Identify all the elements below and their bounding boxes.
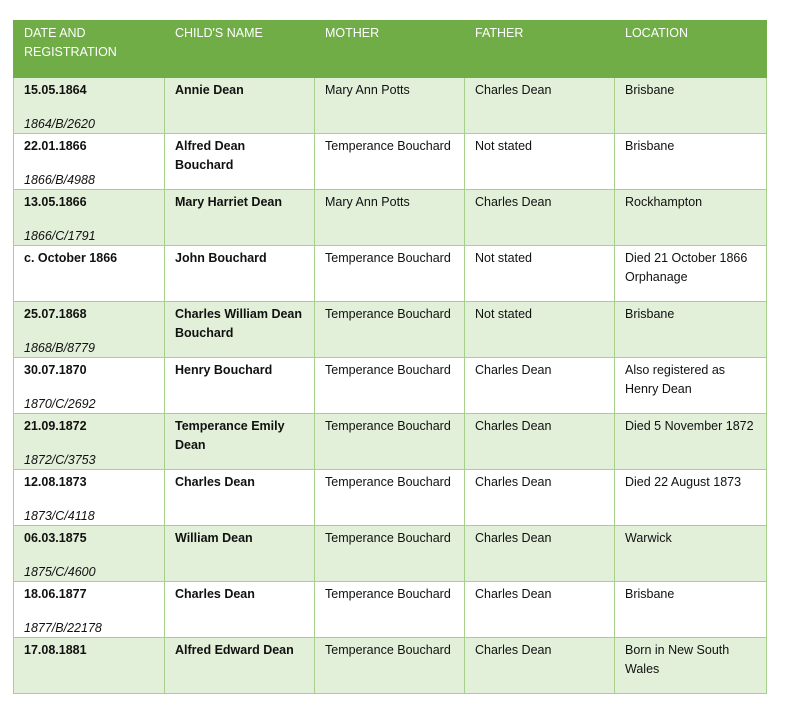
header-date-registration xyxy=(14,21,165,78)
table-row xyxy=(14,470,767,526)
registration-number: 1877/B/22178 xyxy=(24,621,102,635)
table-row xyxy=(14,246,767,302)
father-cell: Charles Dean xyxy=(465,78,615,134)
mother-cell: Temperance Bouchard xyxy=(315,638,465,694)
child-name-cell: Charles Dean xyxy=(165,582,315,638)
registration-number: 1864/B/2620 xyxy=(24,117,95,131)
birth-date: 15.05.1864 xyxy=(24,83,87,97)
father-cell: Not stated xyxy=(465,246,615,302)
birth-date: 18.06.1877 xyxy=(24,587,87,601)
registration-number: 1866/B/4988 xyxy=(24,173,95,187)
header-date-line2: REGISTRATION xyxy=(24,45,117,59)
child-name-cell: Temperance Emily Dean xyxy=(165,414,315,470)
header-mother: MOTHER xyxy=(315,21,465,78)
date-registration-cell xyxy=(14,246,165,302)
date-registration-cell xyxy=(14,190,165,246)
location-cell: Died 22 August 1873 xyxy=(615,470,767,526)
registration-number: 1873/C/4118 xyxy=(24,509,95,523)
father-cell: Charles Dean xyxy=(465,358,615,414)
location-cell: Warwick xyxy=(615,526,767,582)
birth-date: 17.08.1881 xyxy=(24,643,87,657)
births-table xyxy=(13,20,767,694)
child-name-cell: Annie Dean xyxy=(165,78,315,134)
mother-cell: Temperance Bouchard xyxy=(315,302,465,358)
birth-date: 12.08.1873 xyxy=(24,475,87,489)
father-cell: Charles Dean xyxy=(465,638,615,694)
birth-date: 06.03.1875 xyxy=(24,531,87,545)
location-cell: Brisbane xyxy=(615,582,767,638)
birth-date: 21.09.1872 xyxy=(24,419,87,433)
registration-number: 1872/C/3753 xyxy=(24,453,96,467)
child-name-cell: Henry Bouchard xyxy=(165,358,315,414)
registration-number: 1875/C/4600 xyxy=(24,565,96,579)
table-row xyxy=(14,638,767,694)
mother-cell: Mary Ann Potts xyxy=(315,190,465,246)
mother-cell: Temperance Bouchard xyxy=(315,246,465,302)
date-registration-cell xyxy=(14,470,165,526)
header-date-line1: DATE AND xyxy=(24,26,86,40)
father-cell: Charles Dean xyxy=(465,414,615,470)
mother-cell: Temperance Bouchard xyxy=(315,470,465,526)
date-registration-cell xyxy=(14,526,165,582)
birth-date: 13.05.1866 xyxy=(24,195,87,209)
location-cell: Brisbane xyxy=(615,78,767,134)
location-cell: Born in New South Wales xyxy=(615,638,767,694)
location-cell: Rockhampton xyxy=(615,190,767,246)
child-name-cell: John Bouchard xyxy=(165,246,315,302)
date-registration-cell xyxy=(14,414,165,470)
header-father: FATHER xyxy=(465,21,615,78)
table-row xyxy=(14,358,767,414)
child-name-cell: Mary Harriet Dean xyxy=(165,190,315,246)
table-row xyxy=(14,526,767,582)
mother-cell: Temperance Bouchard xyxy=(315,582,465,638)
table-row xyxy=(14,302,767,358)
registration-number: 1870/C/2692 xyxy=(24,397,96,411)
date-registration-cell xyxy=(14,582,165,638)
date-registration-cell xyxy=(14,358,165,414)
location-cell: Also registered as Henry Dean xyxy=(615,358,767,414)
child-name-cell: William Dean xyxy=(165,526,315,582)
table-row xyxy=(14,134,767,190)
location-cell: Died 5 November 1872 xyxy=(615,414,767,470)
location-cell: Brisbane xyxy=(615,302,767,358)
table-row xyxy=(14,190,767,246)
birth-date: c. October 1866 xyxy=(24,251,118,265)
mother-cell: Temperance Bouchard xyxy=(315,526,465,582)
header-location: LOCATION xyxy=(615,21,767,78)
date-registration-cell xyxy=(14,134,165,190)
mother-cell: Temperance Bouchard xyxy=(315,414,465,470)
location-cell: Brisbane xyxy=(615,134,767,190)
father-cell: Charles Dean xyxy=(465,190,615,246)
father-cell: Charles Dean xyxy=(465,582,615,638)
date-registration-cell xyxy=(14,78,165,134)
father-cell: Charles Dean xyxy=(465,526,615,582)
mother-cell: Mary Ann Potts xyxy=(315,78,465,134)
birth-date: 22.01.1866 xyxy=(24,139,87,153)
table-row xyxy=(14,582,767,638)
birth-date: 25.07.1868 xyxy=(24,307,87,321)
child-name-cell: Alfred Edward Dean xyxy=(165,638,315,694)
location-cell: Died 21 October 1866 Orphanage xyxy=(615,246,767,302)
mother-cell: Temperance Bouchard xyxy=(315,134,465,190)
birth-date: 30.07.1870 xyxy=(24,363,87,377)
table-row xyxy=(14,414,767,470)
father-cell: Charles Dean xyxy=(465,470,615,526)
date-registration-cell xyxy=(14,638,165,694)
child-name-cell: Charles William Dean Bouchard xyxy=(165,302,315,358)
table-body xyxy=(14,78,767,694)
registration-number: 1866/C/1791 xyxy=(24,229,96,243)
header-row xyxy=(14,21,767,78)
child-name-cell: Charles Dean xyxy=(165,470,315,526)
registration-number: 1868/B/8779 xyxy=(24,341,95,355)
table-header xyxy=(14,21,767,78)
child-name-cell: Alfred Dean Bouchard xyxy=(165,134,315,190)
father-cell: Not stated xyxy=(465,302,615,358)
mother-cell: Temperance Bouchard xyxy=(315,358,465,414)
table-row xyxy=(14,78,767,134)
header-child-name: CHILD'S NAME xyxy=(165,21,315,78)
father-cell: Not stated xyxy=(465,134,615,190)
date-registration-cell xyxy=(14,302,165,358)
